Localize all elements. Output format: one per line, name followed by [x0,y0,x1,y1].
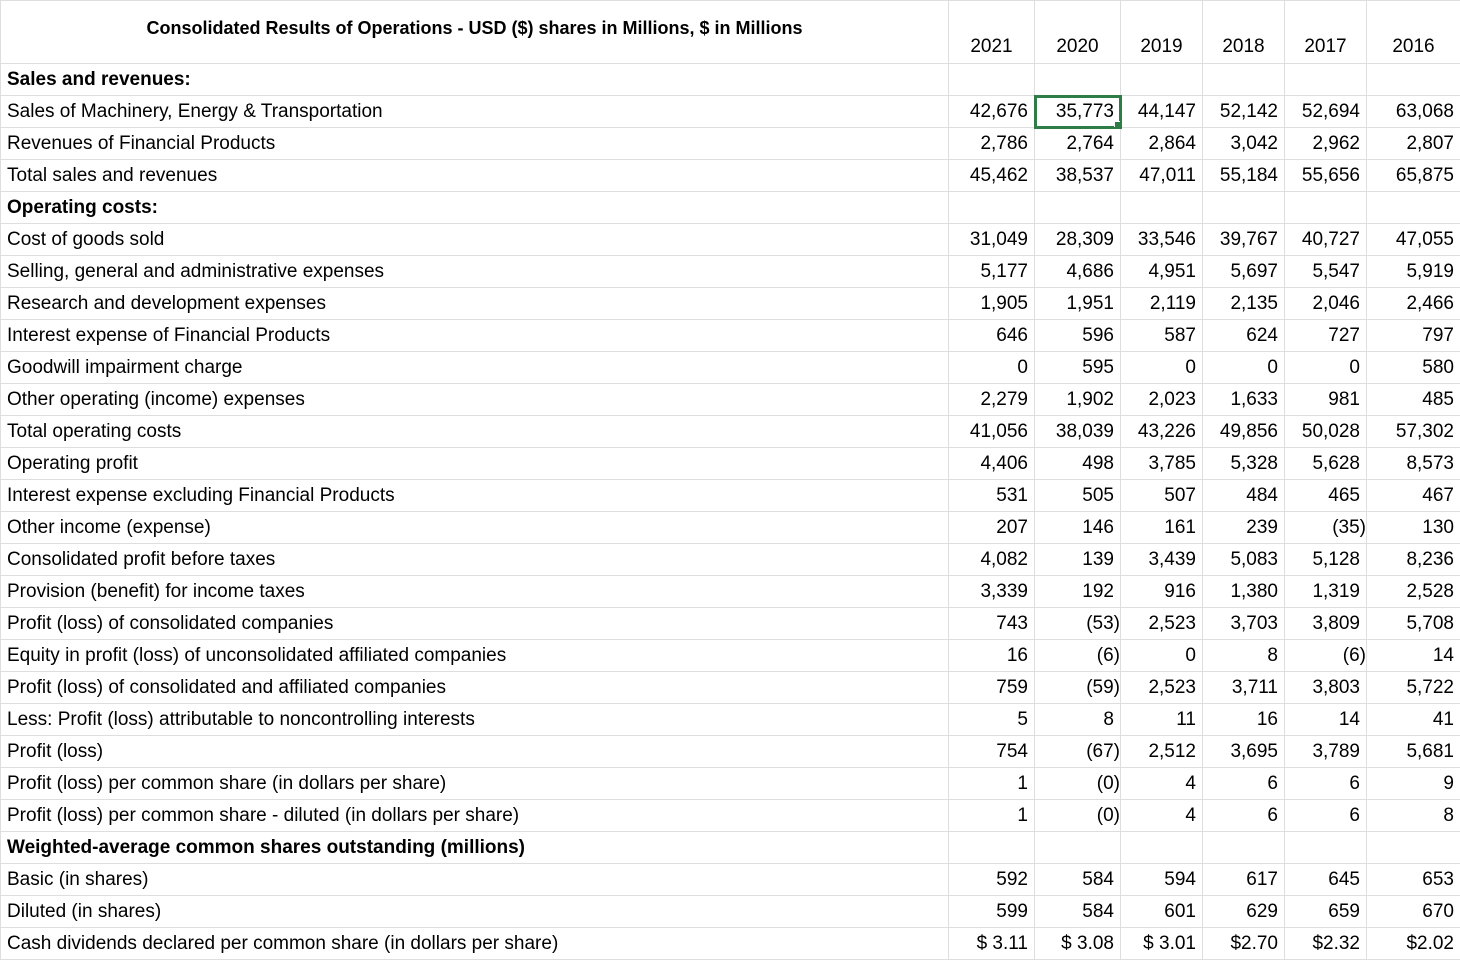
value-cell[interactable]: 3,785 [1121,448,1203,480]
value-cell[interactable]: 2,119 [1121,288,1203,320]
value-cell[interactable]: 670 [1367,896,1460,928]
value-cell[interactable]: 38,537 [1035,160,1121,192]
value-cell[interactable]: 14 [1285,704,1367,736]
value-cell[interactable]: 629 [1203,896,1285,928]
value-cell[interactable] [1203,64,1285,96]
row-label[interactable]: Profit (loss) of consolidated companies [1,608,949,640]
value-cell[interactable]: 2,279 [949,384,1035,416]
value-cell[interactable]: 40,727 [1285,224,1367,256]
row-label[interactable]: Other income (expense) [1,512,949,544]
value-cell[interactable]: 2,523 [1121,672,1203,704]
value-cell[interactable]: 5,708 [1367,608,1460,640]
value-cell[interactable]: 45,462 [949,160,1035,192]
value-cell[interactable]: 0 [1203,352,1285,384]
table-row [1,832,1460,864]
value-cell[interactable]: 584 [1035,896,1121,928]
row-label[interactable]: Less: Profit (loss) attributable to noncontrolling interests [1,704,949,736]
value-cell[interactable]: 601 [1121,896,1203,928]
value-cell[interactable]: 139 [1035,544,1121,576]
row-label[interactable]: Research and development expenses [1,288,949,320]
table-row [1,768,1460,800]
value-cell[interactable]: 2,523 [1121,608,1203,640]
value-cell[interactable]: 8,236 [1367,544,1460,576]
value-cell[interactable] [949,64,1035,96]
value-cell[interactable]: 33,546 [1121,224,1203,256]
value-cell[interactable]: (6) [1035,640,1121,672]
row-label[interactable]: Total sales and revenues [1,160,949,192]
row-label[interactable]: Profit (loss) per common share - diluted (in dollars per share) [1,800,949,832]
value-cell[interactable]: 592 [949,864,1035,896]
row-label[interactable]: Consolidated profit before taxes [1,544,949,576]
row-label[interactable]: Selling, general and administrative expenses [1,256,949,288]
value-cell[interactable]: $ 3.11 [949,928,1035,960]
value-cell[interactable]: 6 [1203,800,1285,832]
value-cell[interactable]: 531 [949,480,1035,512]
value-cell[interactable]: 9 [1367,768,1460,800]
table-row [1,224,1460,256]
row-label[interactable]: Provision (benefit) for income taxes [1,576,949,608]
value-cell[interactable]: 3,803 [1285,672,1367,704]
value-cell[interactable]: 2,023 [1121,384,1203,416]
table-title[interactable]: Consolidated Results of Operations - USD ($) shares in Millions, $ in Millions [1,1,949,64]
fill-handle[interactable] [1114,121,1121,128]
value-cell[interactable]: 0 [1121,640,1203,672]
value-cell[interactable]: 505 [1035,480,1121,512]
value-cell[interactable]: $ 3.08 [1035,928,1121,960]
table-row [1,608,1460,640]
value-cell[interactable]: 161 [1121,512,1203,544]
value-cell[interactable]: 49,856 [1203,416,1285,448]
table-row [1,160,1460,192]
value-cell[interactable]: 3,439 [1121,544,1203,576]
row-label[interactable]: Cash dividends declared per common share (in dollars per share) [1,928,949,960]
value-cell[interactable]: (35) [1285,512,1367,544]
value-cell[interactable]: 28,309 [1035,224,1121,256]
value-cell[interactable]: 65,875 [1367,160,1460,192]
value-cell[interactable] [1367,832,1460,864]
value-cell[interactable]: 580 [1367,352,1460,384]
table-row [1,480,1460,512]
value-cell[interactable]: 44,147 [1121,96,1203,128]
value-cell[interactable]: 3,789 [1285,736,1367,768]
row-label[interactable]: Sales of Machinery, Energy & Transportation [1,96,949,128]
row-label[interactable]: Operating profit [1,448,949,480]
value-cell[interactable]: 594 [1121,864,1203,896]
value-cell[interactable]: 14 [1367,640,1460,672]
value-cell[interactable]: 3,711 [1203,672,1285,704]
value-cell[interactable]: 16 [1203,704,1285,736]
value-cell[interactable]: 39,767 [1203,224,1285,256]
value-cell[interactable] [1285,64,1367,96]
value-cell[interactable] [1203,192,1285,224]
table-row [1,256,1460,288]
value-cell[interactable]: 4,686 [1035,256,1121,288]
table-row [1,384,1460,416]
value-cell[interactable]: 5,681 [1367,736,1460,768]
value-cell[interactable]: 1,380 [1203,576,1285,608]
value-cell[interactable]: 52,694 [1285,96,1367,128]
table-row [1,96,1460,128]
value-cell[interactable]: (53) [1035,608,1121,640]
table-row [1,576,1460,608]
value-cell[interactable]: 6 [1285,800,1367,832]
table-row [1,928,1460,960]
value-cell[interactable] [1121,832,1203,864]
table-row [1,288,1460,320]
row-label[interactable]: Total operating costs [1,416,949,448]
row-label[interactable]: Interest expense of Financial Products [1,320,949,352]
value-cell[interactable]: 727 [1285,320,1367,352]
value-cell[interactable]: 47,055 [1367,224,1460,256]
year-header[interactable]: 2021 [949,1,1035,64]
value-cell[interactable]: 5,547 [1285,256,1367,288]
table-row [1,192,1460,224]
value-cell[interactable]: 645 [1285,864,1367,896]
value-cell[interactable]: 484 [1203,480,1285,512]
header-row [1,1,1460,64]
value-cell[interactable]: 1,905 [949,288,1035,320]
value-cell[interactable] [1035,192,1121,224]
table-row [1,800,1460,832]
value-cell[interactable]: 239 [1203,512,1285,544]
value-cell[interactable]: 599 [949,896,1035,928]
value-cell[interactable]: 5,919 [1367,256,1460,288]
value-cell[interactable]: 617 [1203,864,1285,896]
value-cell[interactable]: 2,512 [1121,736,1203,768]
value-cell[interactable]: 3,042 [1203,128,1285,160]
table-row [1,672,1460,704]
table-row [1,448,1460,480]
value-cell[interactable]: 485 [1367,384,1460,416]
table-row [1,640,1460,672]
value-cell[interactable]: 41 [1367,704,1460,736]
table-row [1,544,1460,576]
value-cell[interactable]: 5,083 [1203,544,1285,576]
value-cell[interactable]: 797 [1367,320,1460,352]
value-cell[interactable]: 6 [1285,768,1367,800]
value-cell[interactable]: $ 3.01 [1121,928,1203,960]
value-cell[interactable]: 4,406 [949,448,1035,480]
table-row [1,896,1460,928]
value-cell[interactable]: 659 [1285,896,1367,928]
value-cell[interactable]: 57,302 [1367,416,1460,448]
value-cell[interactable]: 42,676 [949,96,1035,128]
table-row [1,64,1460,96]
value-cell[interactable]: 4,951 [1121,256,1203,288]
value-cell[interactable] [1367,192,1460,224]
table-row [1,864,1460,896]
value-cell[interactable]: 8 [1203,640,1285,672]
value-cell[interactable]: 41,056 [949,416,1035,448]
value-cell[interactable]: 2,962 [1285,128,1367,160]
value-cell[interactable]: 5,722 [1367,672,1460,704]
row-label[interactable]: Basic (in shares) [1,864,949,896]
value-cell[interactable]: 2,764 [1035,128,1121,160]
value-cell[interactable]: 5,328 [1203,448,1285,480]
value-cell[interactable]: 1 [949,768,1035,800]
row-label[interactable]: Cost of goods sold [1,224,949,256]
value-cell[interactable]: 5,697 [1203,256,1285,288]
value-cell[interactable]: $2.32 [1285,928,1367,960]
value-cell[interactable] [1367,64,1460,96]
row-label[interactable]: Equity in profit (loss) of unconsolidated affiliated companies [1,640,949,672]
value-cell[interactable]: 31,049 [949,224,1035,256]
row-label[interactable]: Other operating (income) expenses [1,384,949,416]
value-cell[interactable]: 8 [1035,704,1121,736]
value-cell[interactable]: 4 [1121,800,1203,832]
value-cell[interactable]: 52,142 [1203,96,1285,128]
value-cell[interactable]: 624 [1203,320,1285,352]
year-header[interactable]: 2020 [1035,1,1121,64]
value-cell[interactable]: 55,656 [1285,160,1367,192]
value-cell[interactable]: 754 [949,736,1035,768]
value-cell[interactable]: 1,902 [1035,384,1121,416]
value-cell[interactable]: 759 [949,672,1035,704]
value-cell[interactable] [1285,832,1367,864]
table-row [1,736,1460,768]
value-cell[interactable]: 2,466 [1367,288,1460,320]
value-cell[interactable] [949,192,1035,224]
row-label[interactable]: Interest expense excluding Financial Products [1,480,949,512]
value-cell[interactable]: 47,011 [1121,160,1203,192]
value-cell[interactable] [1035,64,1121,96]
value-cell[interactable]: 646 [949,320,1035,352]
value-cell[interactable]: 4,082 [949,544,1035,576]
value-cell[interactable]: 192 [1035,576,1121,608]
value-cell[interactable]: 2,528 [1367,576,1460,608]
value-cell[interactable]: 595 [1035,352,1121,384]
value-cell[interactable]: 498 [1035,448,1121,480]
value-cell[interactable]: 596 [1035,320,1121,352]
value-cell[interactable]: $2.02 [1367,928,1460,960]
value-cell[interactable] [1121,192,1203,224]
value-cell[interactable]: 5 [949,704,1035,736]
row-label[interactable]: Weighted-average common shares outstanding (millions) [1,832,949,864]
year-header[interactable]: 2017 [1285,1,1367,64]
row-label[interactable]: Profit (loss) [1,736,949,768]
value-cell[interactable]: 5,128 [1285,544,1367,576]
table-row [1,416,1460,448]
value-cell[interactable]: 3,695 [1203,736,1285,768]
value-cell[interactable]: 2,046 [1285,288,1367,320]
value-cell[interactable]: 0 [1121,352,1203,384]
table-row [1,704,1460,736]
table-row [1,352,1460,384]
value-cell[interactable]: (67) [1035,736,1121,768]
value-cell[interactable]: 2,786 [949,128,1035,160]
value-cell[interactable]: 2,864 [1121,128,1203,160]
value-cell[interactable]: 1,633 [1203,384,1285,416]
row-label[interactable]: Goodwill impairment charge [1,352,949,384]
value-cell[interactable]: 0 [949,352,1035,384]
value-cell[interactable]: 2,807 [1367,128,1460,160]
table-row [1,512,1460,544]
value-cell[interactable] [1285,192,1367,224]
value-cell[interactable]: 38,039 [1035,416,1121,448]
value-cell[interactable]: 3,339 [949,576,1035,608]
value-cell[interactable] [949,832,1035,864]
value-cell[interactable]: (59) [1035,672,1121,704]
value-cell[interactable]: 63,068 [1367,96,1460,128]
value-cell[interactable]: 4 [1121,768,1203,800]
value-cell[interactable]: 5,177 [949,256,1035,288]
value-cell[interactable]: 43,226 [1121,416,1203,448]
value-cell[interactable]: 916 [1121,576,1203,608]
value-cell[interactable]: 1 [949,800,1035,832]
value-cell[interactable]: 981 [1285,384,1367,416]
value-cell[interactable]: 6 [1203,768,1285,800]
selected-cell[interactable]: 35,773 [1035,96,1121,128]
value-cell[interactable]: 1,951 [1035,288,1121,320]
value-cell[interactable] [1035,832,1121,864]
table-row [1,128,1460,160]
value-cell[interactable]: (6) [1285,640,1367,672]
value-cell[interactable]: (0) [1035,768,1121,800]
value-cell[interactable]: $2.70 [1203,928,1285,960]
year-header[interactable]: 2016 [1367,1,1460,64]
value-cell[interactable]: 2,135 [1203,288,1285,320]
row-label[interactable]: Sales and revenues: [1,64,949,96]
value-cell[interactable]: 3,703 [1203,608,1285,640]
table-row [1,320,1460,352]
row-label[interactable]: Diluted (in shares) [1,896,949,928]
value-cell[interactable]: 1,319 [1285,576,1367,608]
value-cell[interactable]: 8,573 [1367,448,1460,480]
row-label[interactable]: Profit (loss) per common share (in dollars per share) [1,768,949,800]
value-cell[interactable]: 55,184 [1203,160,1285,192]
year-header[interactable]: 2019 [1121,1,1203,64]
value-cell[interactable]: 130 [1367,512,1460,544]
value-cell[interactable]: 8 [1367,800,1460,832]
value-cell[interactable]: 584 [1035,864,1121,896]
value-cell[interactable]: 587 [1121,320,1203,352]
year-header[interactable]: 2018 [1203,1,1285,64]
row-label[interactable]: Revenues of Financial Products [1,128,949,160]
value-cell[interactable]: 507 [1121,480,1203,512]
value-cell[interactable]: 653 [1367,864,1460,896]
value-cell[interactable]: 743 [949,608,1035,640]
value-cell[interactable]: 0 [1285,352,1367,384]
value-cell[interactable]: (0) [1035,800,1121,832]
value-cell[interactable] [1121,64,1203,96]
row-label[interactable]: Profit (loss) of consolidated and affiliated companies [1,672,949,704]
value-cell[interactable]: 11 [1121,704,1203,736]
value-cell[interactable]: 207 [949,512,1035,544]
value-cell[interactable]: 465 [1285,480,1367,512]
value-cell[interactable]: 467 [1367,480,1460,512]
value-cell[interactable]: 5,628 [1285,448,1367,480]
value-cell[interactable]: 50,028 [1285,416,1367,448]
row-label[interactable]: Operating costs: [1,192,949,224]
value-cell[interactable]: 16 [949,640,1035,672]
value-cell[interactable]: 3,809 [1285,608,1367,640]
value-cell[interactable] [1203,832,1285,864]
value-cell[interactable]: 146 [1035,512,1121,544]
